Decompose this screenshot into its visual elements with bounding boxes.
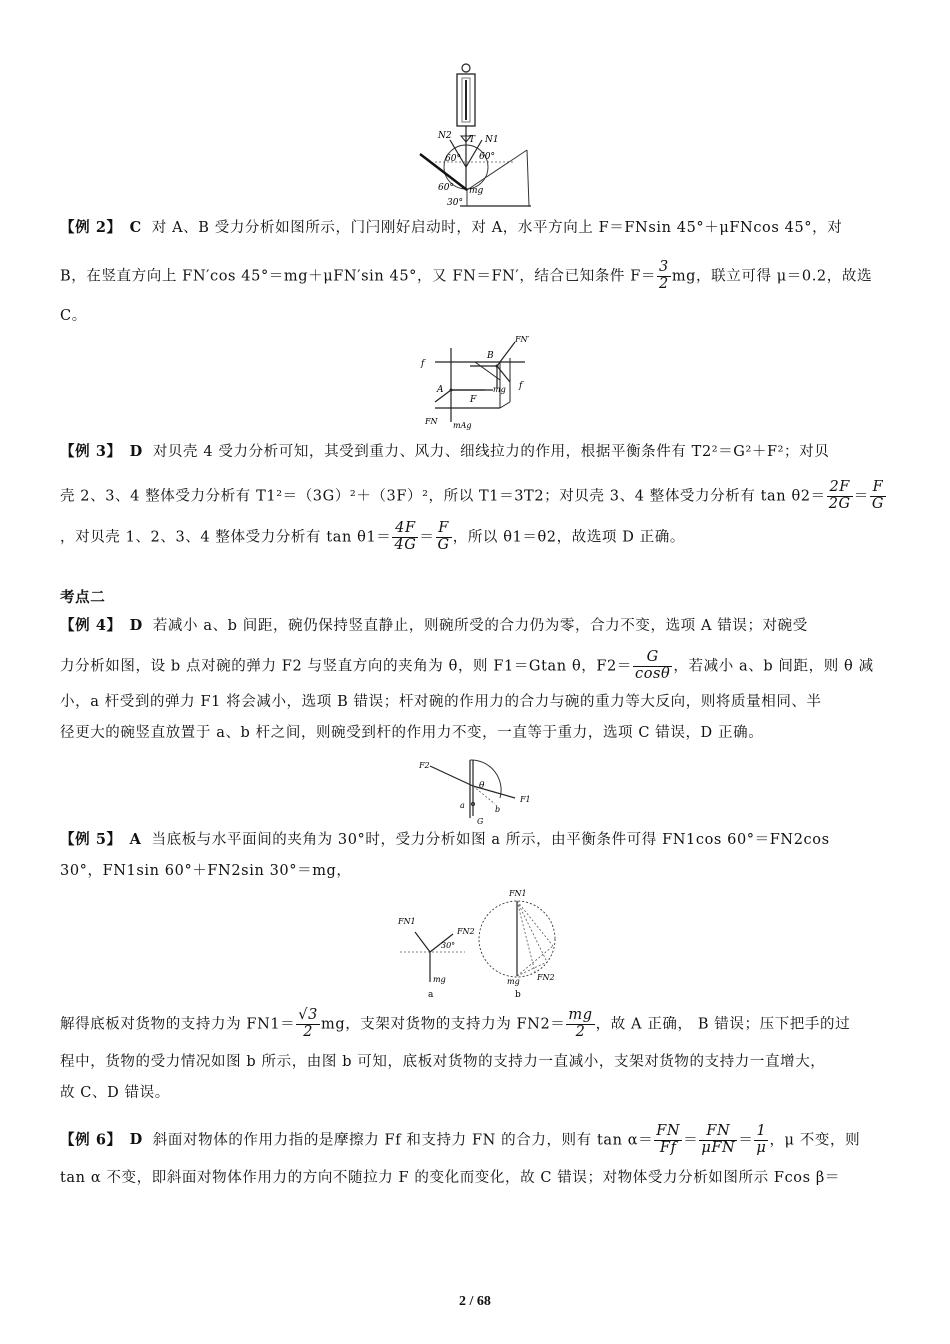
fig2-a: A	[437, 385, 444, 395]
ex4-line1: 若减小 a、b 间距，碗仍保持竖直静止，则碗所受的合力仍为零，合力不变，选项 A 错误；对碗受	[152, 618, 808, 634]
ex5-answer: A	[129, 831, 142, 848]
ex2-line1: 对 A、B 受力分析如图所示，门闩刚好启动时，对 A，水平方向上 F＝FNsin 45°＋μFNcos 45°，对	[151, 220, 843, 236]
ex5-fraction-1: $\frac{√3}{2}$	[298, 1007, 318, 1040]
ex5-tag: 【例 5】	[60, 831, 122, 848]
fig1-n1: N1	[485, 135, 499, 145]
fig2-b: B	[487, 351, 494, 361]
ex6-fraction-2: $\frac{FN}{\text{μFN}}$	[701, 1123, 736, 1156]
ex3-fraction-3: $\frac{4F}{4G}$	[394, 519, 417, 553]
figure-cart-forces	[395, 884, 580, 1002]
fig2-f-top: f	[421, 359, 425, 369]
figure-spring-scale	[405, 62, 545, 212]
ex6-fraction-1: $\frac{FN}{Ff}$	[656, 1123, 681, 1156]
ex3-fraction-1: $\frac{2F}{2G}$	[828, 479, 851, 512]
fig5-fn1-b: FN1	[509, 889, 527, 898]
ex4-fraction: $\frac{G}{\cos\theta}$	[634, 649, 671, 682]
ex5-line1: 当底板与水平面间的夹角为 30°时，受力分析如图 a 所示，由平衡条件可得 FN1cos 60°＝FN2cos	[151, 832, 830, 848]
ex4-tag: 【例 4】	[60, 617, 122, 634]
figure-bowl-rods	[415, 758, 540, 826]
ex5-line2: 30°，FN1sin 60°＋FN2sin 30°＝mg，	[60, 863, 352, 879]
ex3-fraction-2: $\frac{F}{G}$	[871, 479, 885, 512]
fig5-fn2: FN2	[457, 927, 475, 936]
fig2-mag: mAg	[453, 421, 472, 430]
ex4-line4: 径更大的碗竖直放置于 a、b 杆之间，则碗受到杆的作用力不变，一直等于重力，选项 C 错误，D 正确。	[60, 724, 764, 741]
fig5-mg: mg	[433, 975, 446, 984]
fig4-a: a	[460, 801, 465, 810]
ex6-line2: tan α 不变，即斜面对物体作用力的方向不随拉力 F 的变化而变化，故 C 错误；对物体受力分析如图所示 Fcos β＝	[60, 1169, 840, 1186]
fig4-f1: F1	[520, 795, 531, 804]
ex3-line1: 对贝壳 4 受力分析可知，其受到重力、风力、细线拉力的作用，根据平衡条件有 T2²＝G²＋F²；对贝	[152, 444, 830, 460]
ex5-line4: 程中，货物的受力情况如图 b 所示，由图 b 可知，底板对货物的支持力一直减小，支架对货物的支持力一直增大，	[60, 1053, 826, 1070]
ex4-line3: 小，a 杆受到的弹力 F1 将会减小，选项 B 错误；杆对碗的作用力的合力与碗的重力等大反向，则将质量相同、半	[60, 693, 822, 710]
example-5	[60, 824, 890, 887]
ex3-tag: 【例 3】	[60, 443, 122, 460]
ex3-line3b: ，所以 θ1＝θ2，故选项 D 正确。	[452, 529, 685, 546]
ex4-answer: D	[129, 617, 143, 634]
example-5-cont	[60, 1008, 890, 1109]
ex6-fraction-3: $\frac{1}{\mu}$	[756, 1123, 767, 1156]
ex3-line2a: 壳 2、3、4 整体受力分析有 T1²＝（3G）²＋（3F）²，所以 T1＝3T2；对贝壳 3、4 整体受力分析有 tan θ2＝	[60, 488, 826, 505]
ex5-line3b: mg，支架对货物的支持力为 FN2＝	[320, 1016, 566, 1033]
ex2-answer: C	[129, 219, 142, 236]
example-4	[60, 610, 890, 749]
ex6-tag: 【例 6】	[60, 1131, 122, 1149]
ex2-line2a: B，在竖直方向上 FN′cos 45°＝mg＋μFN′sin 45°，又 FN＝FN′，结合已知条件 F＝	[60, 268, 656, 285]
fig5-label-b: b	[515, 990, 521, 1000]
ex5-fraction-2: $\frac{mg}{2}$	[568, 1007, 593, 1040]
ex6-line1b: ，μ 不变，则	[769, 1132, 861, 1149]
fig2-fn-prime: FN′	[515, 335, 530, 344]
fig1-mg: mg	[469, 186, 484, 196]
fig4-g: G	[477, 817, 484, 826]
ex3-answer: D	[129, 443, 143, 460]
example-3: 【例 3】 D 对贝壳 4 受力分析可知，其受到重力、风力、细线拉力的作用，根据平衡条件有 T2²＝G²＋F²；对贝 壳 2、3、4 整体受力分析有 T1²＝（3G）²＋（3F）²，所以 T1＝3T2；对贝壳 3、4 整体受力分析有 tan θ2＝ $\frac{2F}{2G}$ ＝ $\frac{F}{G}$ ，对贝壳 1、2、3、4 整体受力分析有 tan θ1＝ $\frac{4F}{4G}$ ＝ $\frac{F}{G}$ ，所以 θ1＝θ2，故选项 D 正确。	[60, 443, 885, 553]
ex6-line1a: 斜面对物体的作用力指的是摩擦力 Ff 和支持力 FN 的合力，则有 tan α＝	[152, 1132, 654, 1149]
fig1-angle-bottom: 60°	[438, 183, 454, 193]
ex2-fraction: $\frac{3}{2}$	[659, 259, 669, 292]
fig4-theta: θ	[479, 781, 485, 791]
fig5-mg-b: mg	[507, 977, 520, 986]
fig5-fn2-b: FN2	[537, 973, 555, 982]
fig5-angle-30: 30°	[441, 941, 456, 950]
fig4-f2: F2	[419, 761, 430, 770]
fig2-f-right: f	[519, 381, 523, 391]
ex5-line3a: 解得底板对货物的支持力为 FN1＝	[60, 1016, 296, 1033]
fig2-fn: FN	[425, 417, 438, 426]
fig1-angle-right: 60°	[479, 152, 495, 162]
fig2-f-force: F	[470, 395, 477, 405]
ex2-tag: 【例 2】	[60, 219, 122, 236]
ex2-line2b: mg，联立可得 μ＝0.2，故选	[671, 268, 873, 285]
page-number: 2 / 68	[459, 1294, 491, 1309]
figure-door-latch	[415, 330, 545, 430]
ex4-line2a: 力分析如图，设 b 点对碗的弹力 F2 与竖直方向的夹角为 θ，则 F1＝Gtan θ，F2＝	[60, 658, 632, 675]
ex3-line3a: ，对贝壳 1、2、3、4 整体受力分析有 tan θ1＝	[60, 529, 392, 546]
ex5-line3c: ，故 A 正确， B 错误；压下把手的过	[595, 1016, 851, 1033]
fig2-mg: mg	[493, 385, 506, 394]
fig1-angle-30: 30°	[447, 198, 463, 208]
example-2	[60, 212, 890, 332]
ex5-line5: 故 C、D 错误。	[60, 1084, 170, 1101]
section-heading: 考点二	[60, 589, 106, 606]
example-6: 【例 6】 D 斜面对物体的作用力指的是摩擦力 Ff 和支持力 FN 的合力，则有 tan α＝ $\frac{FN}{Ff}$ ＝ $\frac{FN}{\text{μFN}}$ ＝ $\frac{1}{\mu}$ ，μ 不变，则 tan α 不变，即斜面对物体作用力的方向不随拉力 F 的变化而变化，故 C 错误；对物体受力分析如图所示 Fcos β＝	[60, 1123, 861, 1186]
fig5-fn1: FN1	[398, 917, 416, 926]
fig1-angle-left: 60°	[445, 154, 461, 164]
fig1-t: T	[469, 135, 476, 145]
fig4-b: b	[495, 805, 501, 814]
ex4-line2b: ，若减小 a、b 间距，则 θ 减	[673, 658, 874, 675]
ex6-answer: D	[129, 1131, 143, 1149]
fig5-label-a: a	[428, 990, 434, 1000]
ex3-fraction-4: $\frac{F}{G}$	[437, 519, 450, 553]
ex2-line3: C。	[60, 307, 87, 324]
fig1-n2: N2	[438, 131, 452, 141]
